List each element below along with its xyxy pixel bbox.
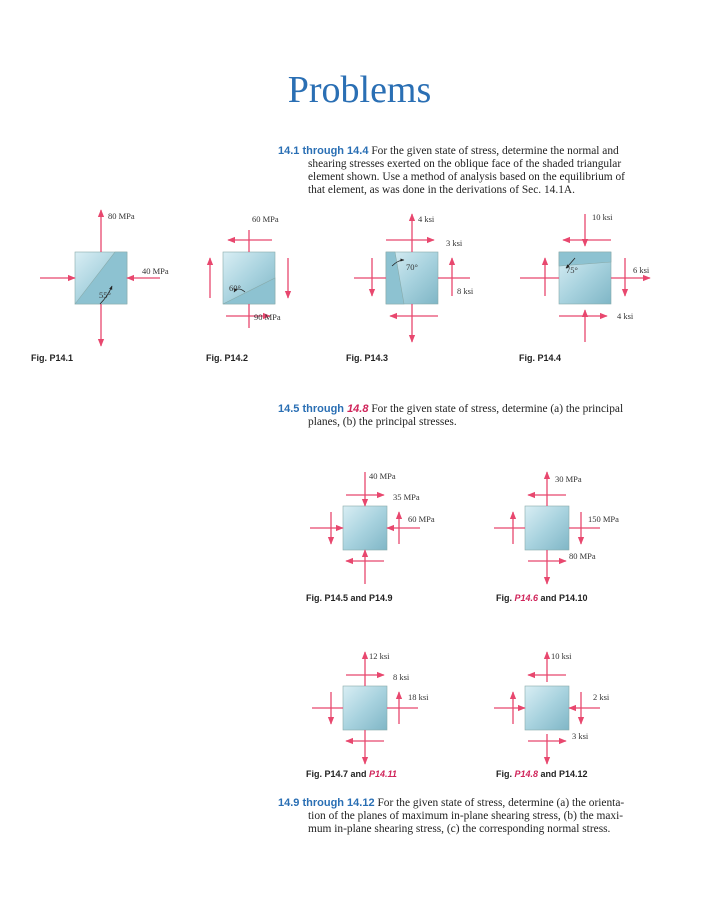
figure-caption: Fig. P14.7 and P14.11 bbox=[306, 769, 397, 779]
figure-caption: Fig. P14.3 bbox=[346, 353, 389, 363]
stress-label: 80 MPa bbox=[569, 551, 596, 561]
stress-label: 90 MPa bbox=[254, 312, 281, 322]
figure-caption: Fig. P14.4 bbox=[519, 353, 562, 363]
stress-label: 4 ksi bbox=[418, 214, 435, 224]
stress-label: 6 ksi bbox=[633, 265, 650, 275]
problem-number: 14.1 through 14.4 bbox=[278, 145, 369, 157]
stress-label: 60 MPa bbox=[252, 214, 279, 224]
fig-p14-5-graphic bbox=[310, 472, 420, 584]
stress-label: 35 MPa bbox=[393, 492, 420, 502]
stress-label: 80 MPa bbox=[108, 211, 135, 221]
stress-element bbox=[525, 686, 569, 730]
stress-label: 150 MPa bbox=[588, 514, 619, 524]
stress-label: 40 MPa bbox=[142, 266, 169, 276]
stress-label: 12 ksi bbox=[369, 651, 390, 661]
fig-p14-8-graphic bbox=[494, 652, 600, 764]
problem-text-line: element shown. Use a method of analysis based on the equilibrium of bbox=[308, 171, 625, 183]
fig-p14-3-graphic bbox=[354, 214, 470, 342]
stress-label: 30 MPa bbox=[555, 474, 582, 484]
problem-text-line: For the given state of stress, determine the normal and bbox=[371, 145, 619, 157]
figure-caption: Fig. P14.6 and P14.10 bbox=[496, 593, 588, 603]
figure-caption: Fig. P14.8 and P14.12 bbox=[496, 769, 588, 779]
stress-label: 10 ksi bbox=[551, 651, 572, 661]
angle-label: 75° bbox=[566, 265, 578, 275]
stress-element bbox=[343, 506, 387, 550]
page-title: Problems bbox=[287, 69, 432, 111]
problem-text-line: For the given state of stress, determine (a) the principal bbox=[371, 403, 624, 415]
figure-caption: Fig. P14.5 and P14.9 bbox=[306, 593, 393, 603]
figure-caption: Fig. P14.1 bbox=[31, 353, 74, 363]
problem-number: 14.9 through 14.12 bbox=[278, 797, 375, 809]
stress-label: 18 ksi bbox=[408, 692, 429, 702]
fig-p14-7-graphic bbox=[312, 652, 418, 764]
stress-label: 40 MPa bbox=[369, 471, 396, 481]
fig-p14-1-graphic bbox=[40, 210, 160, 346]
problem-text-line: For the given state of stress, determine (a) the orienta- bbox=[377, 797, 625, 809]
figure-caption: Fig. P14.2 bbox=[206, 353, 249, 363]
stress-label: 3 ksi bbox=[446, 238, 463, 248]
fig-p14-6-graphic bbox=[494, 472, 600, 584]
angle-label: 70° bbox=[406, 262, 418, 272]
problem-text-line: shearing stresses exerted on the oblique face of the shaded triangular bbox=[308, 158, 622, 170]
stress-label: 60 MPa bbox=[408, 514, 435, 524]
stress-label: 2 ksi bbox=[593, 692, 610, 702]
stress-label: 10 ksi bbox=[592, 212, 613, 222]
fig-p14-4-graphic bbox=[520, 214, 650, 342]
stress-label: 8 ksi bbox=[393, 672, 410, 682]
problem-text-line: that element, as was done in the derivations of Sec. 14.1A. bbox=[308, 184, 575, 196]
stress-element bbox=[343, 686, 387, 730]
stress-label: 4 ksi bbox=[617, 311, 634, 321]
angle-label: 55° bbox=[99, 290, 111, 300]
problem-text-line: tion of the planes of maximum in-plane shearing stress, (b) the maxi- bbox=[308, 810, 624, 822]
problem-text-line: mum in-plane shearing stress, (c) the corresponding normal stress. bbox=[308, 823, 611, 835]
stress-label: 8 ksi bbox=[457, 286, 474, 296]
problem-text-line: planes, (b) the principal stresses. bbox=[308, 416, 457, 428]
problem-number: 14.5 through 14.8 bbox=[278, 403, 369, 415]
stress-element bbox=[525, 506, 569, 550]
stress-label: 3 ksi bbox=[572, 731, 589, 741]
angle-label: 60° bbox=[229, 283, 241, 293]
